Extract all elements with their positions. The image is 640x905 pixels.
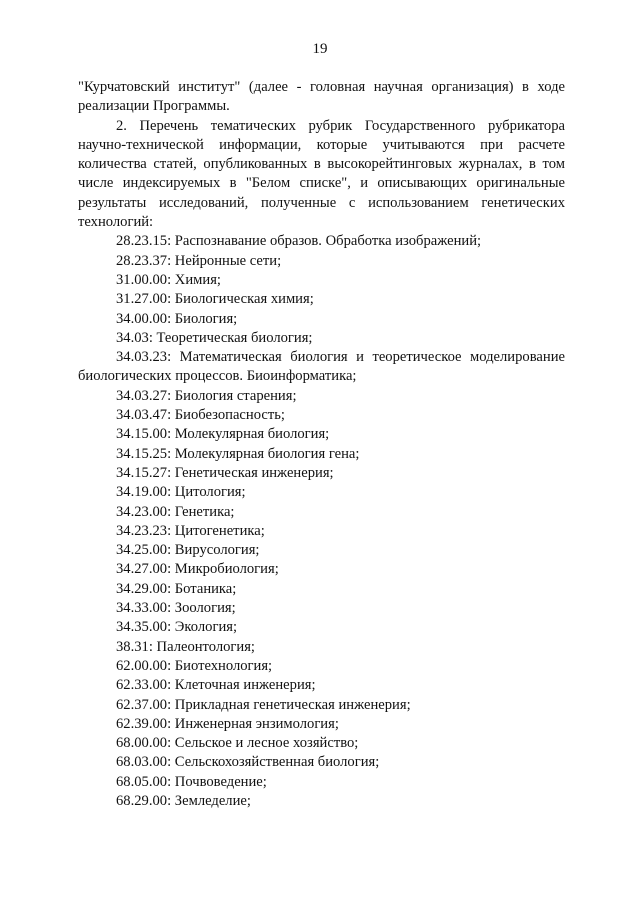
rubric-name: Земледелие; <box>174 792 251 809</box>
rubric-code: 34.35.00: <box>116 619 172 636</box>
rubric-code: 28.23.37: <box>116 252 172 269</box>
rubric-name: Биология; <box>174 310 238 327</box>
rubric-name: Молекулярная биология гена; <box>174 445 360 462</box>
rubric-code: 62.37.00: <box>116 696 172 713</box>
list-item <box>78 445 565 464</box>
rubric-code: 34.15.00: <box>116 426 172 443</box>
list-item <box>78 638 565 657</box>
list-item <box>78 503 565 522</box>
rubric-code: 34.03.27: <box>116 387 172 404</box>
list-item <box>78 348 565 387</box>
rubric-name: Нейронные сети; <box>174 252 282 269</box>
list-item <box>78 252 565 271</box>
list-item <box>78 715 565 734</box>
rubric-name: Зоология; <box>174 600 236 617</box>
list-item <box>78 580 565 599</box>
rubric-name: Палеонтология; <box>156 638 255 655</box>
rubric-code: 34.19.00: <box>116 484 172 501</box>
rubric-code: 34.25.00: <box>116 542 172 559</box>
rubric-name: Почвоведение; <box>174 773 267 790</box>
list-item <box>78 406 565 425</box>
rubric-name: Прикладная генетическая инженерия; <box>174 696 411 713</box>
rubric-name: Химия; <box>174 271 221 288</box>
list-item <box>78 464 565 483</box>
list-item <box>78 618 565 637</box>
list-item <box>78 560 565 579</box>
rubric-code: 34.03: <box>116 329 153 346</box>
list-item <box>78 310 565 329</box>
page-body <box>78 78 565 811</box>
list-item <box>78 734 565 753</box>
list-item <box>78 387 565 406</box>
rubric-code: 34.23.23: <box>116 522 172 539</box>
rubric-code: 31.00.00: <box>116 271 172 288</box>
rubric-name: Ботаника; <box>174 580 237 597</box>
rubric-code: 34.27.00: <box>116 561 172 578</box>
rubric-code: 34.33.00: <box>116 600 172 617</box>
paragraph-continuation: "Курчатовский институт" (далее - головная научная организация) в ходе реализации Программы. <box>78 79 565 115</box>
rubric-list <box>78 232 565 811</box>
rubric-code: 34.29.00: <box>116 580 172 597</box>
paragraph-rubric-intro: 2. Перечень тематических рубрик Государственного рубрикатора научно-технической информации, которые учитываются при расчете количества статей, опубликованных в высокорейтинговых журналах, в том числе индексируемых в "Белом списке", и описывающих оригинальные результаты исследований, полученные с использованием генетических технологий: <box>78 117 565 231</box>
rubric-code: 62.39.00: <box>116 715 172 732</box>
list-item <box>78 483 565 502</box>
list-item <box>78 522 565 541</box>
rubric-name: Биология старения; <box>174 387 297 404</box>
list-item <box>78 329 565 348</box>
list-item <box>78 753 565 772</box>
rubric-code: 68.05.00: <box>116 773 172 790</box>
rubric-name: Сельское и лесное хозяйство; <box>174 735 359 752</box>
rubric-name: Клеточная инженерия; <box>174 677 316 694</box>
page-number: 19 <box>312 41 328 57</box>
list-item <box>78 290 565 309</box>
list-item <box>78 676 565 695</box>
rubric-code: 68.00.00: <box>116 735 172 752</box>
rubric-code: 68.29.00: <box>116 792 172 809</box>
rubric-code: 38.31: <box>116 638 153 655</box>
rubric-name: Математическая биология и теоретическое моделирование биологических процессов. Биоинформатика; <box>78 349 565 385</box>
rubric-code: 62.00.00: <box>116 657 172 674</box>
rubric-code: 34.23.00: <box>116 503 172 520</box>
rubric-code: 31.27.00: <box>116 291 172 308</box>
rubric-code: 34.03.23: <box>116 349 172 366</box>
rubric-name: Экология; <box>174 619 238 636</box>
list-item <box>78 232 565 251</box>
rubric-code: 34.15.25: <box>116 445 172 462</box>
rubric-name: Инженерная энзимология; <box>174 715 339 732</box>
rubric-name: Распознавание образов. Обработка изображений; <box>174 233 482 250</box>
rubric-code: 34.03.47: <box>116 407 172 424</box>
rubric-name: Цитология; <box>174 484 246 501</box>
rubric-code: 34.00.00: <box>116 310 172 327</box>
list-item <box>78 657 565 676</box>
rubric-name: Теоретическая биология; <box>156 329 313 346</box>
list-item <box>78 425 565 444</box>
list-item <box>78 271 565 290</box>
rubric-name: Сельскохозяйственная биология; <box>174 754 380 771</box>
rubric-name: Молекулярная биология; <box>174 426 330 443</box>
rubric-name: Вирусология; <box>174 542 260 559</box>
list-item <box>78 599 565 618</box>
list-item <box>78 792 565 811</box>
list-item <box>78 696 565 715</box>
rubric-name: Биологическая химия; <box>174 291 314 308</box>
list-item <box>78 773 565 792</box>
rubric-code: 68.03.00: <box>116 754 172 771</box>
rubric-code: 28.23.15: <box>116 233 172 250</box>
rubric-name: Генетическая инженерия; <box>174 464 334 481</box>
rubric-code: 62.33.00: <box>116 677 172 694</box>
rubric-name: Генетика; <box>174 503 235 520</box>
rubric-name: Биотехнология; <box>174 657 273 674</box>
rubric-name: Цитогенетика; <box>174 522 265 539</box>
rubric-name: Биобезопасность; <box>174 407 285 424</box>
rubric-code: 34.15.27: <box>116 464 172 481</box>
rubric-name: Микробиология; <box>174 561 279 578</box>
list-item <box>78 541 565 560</box>
